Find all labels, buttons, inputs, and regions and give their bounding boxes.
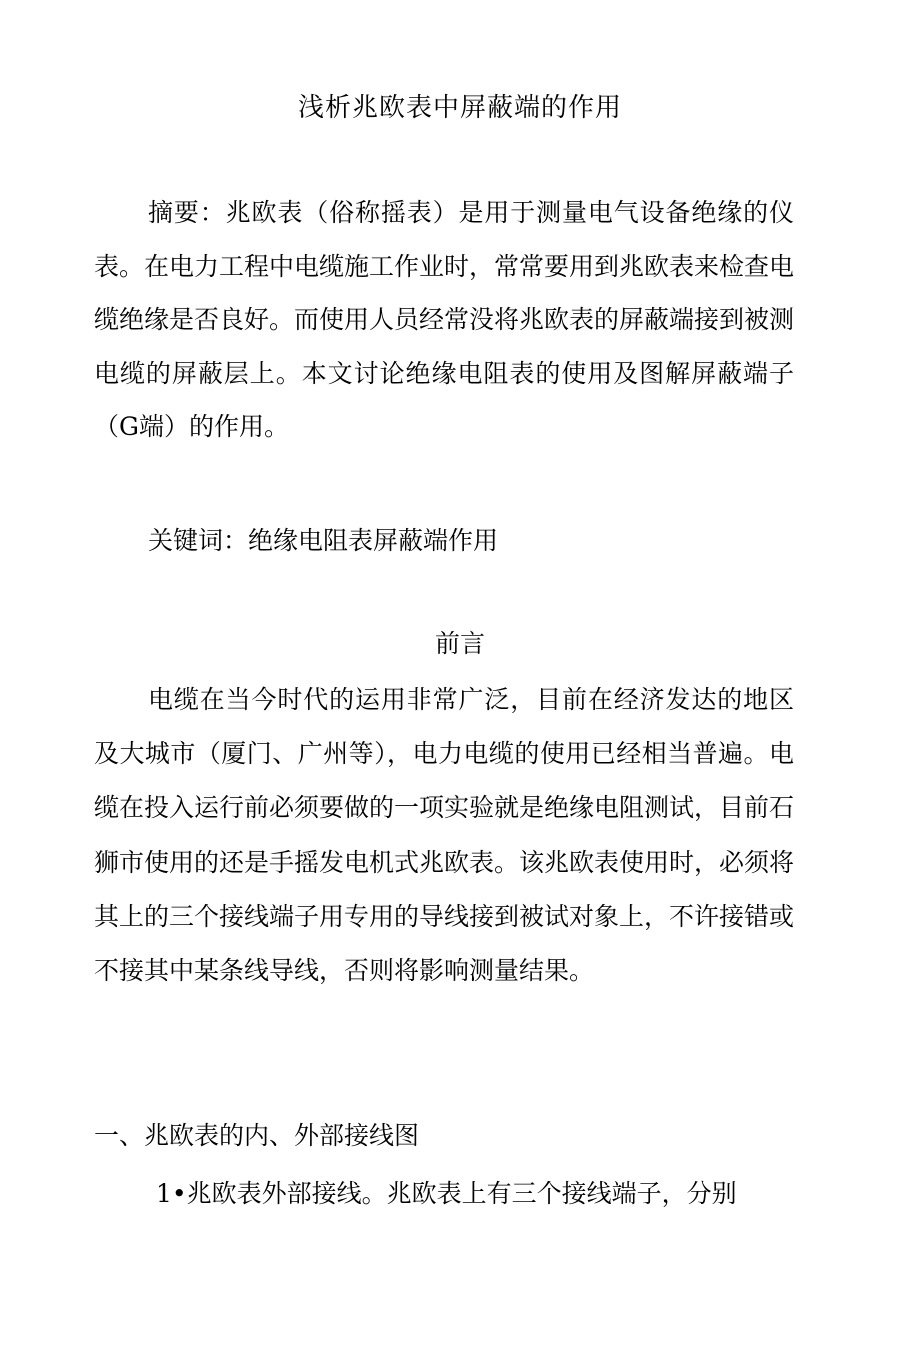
- section-1-heading: 一、兆欧表的内、外部接线图: [94, 1121, 420, 1150]
- keywords-line: [148, 516, 498, 566]
- keywords-label: 关键词：: [148, 526, 249, 555]
- section-1-item-1: 1•兆欧表外部接线。兆欧表上有三个接线端子，分别: [156, 1179, 737, 1208]
- preface-paragraph: 电缆在当今时代的运用非常广泛，目前在经济发达的地区及大城市（厦门、广州等），电力电缆的使用已经相当普遍。电缆在投入运行前必须要做的一项实验就是绝缘电阻测试，目前石狮市使用的还是手摇发电机式兆欧表。该兆欧表使用时，必须将其上的三个接线端子用专用的导线接到被试对象上，不许接错或不接其中某条线导线，否则将影响测量结果。: [94, 685, 795, 986]
- document-title: 浅析兆欧表中屏蔽端的作用: [297, 93, 622, 123]
- keywords-text: 绝缘电阻表屏蔽端作用: [248, 526, 499, 555]
- abstract-label: 摘要：: [148, 198, 226, 227]
- abstract-paragraph: [94, 186, 794, 454]
- preface-heading: 前言: [434, 629, 485, 658]
- abstract-text: 兆欧表（俗称摇表）是用于测量电气设备绝缘的仪表。在电力工程中电缆施工作业时，常常要用到兆欧表来检查电缆绝缘是否良好。而使用人员经常没将兆欧表的屏蔽端接到被测电缆的屏蔽层上。本文讨论绝缘电阻表的使用及图解屏蔽端子（G端）的作用。: [94, 198, 795, 441]
